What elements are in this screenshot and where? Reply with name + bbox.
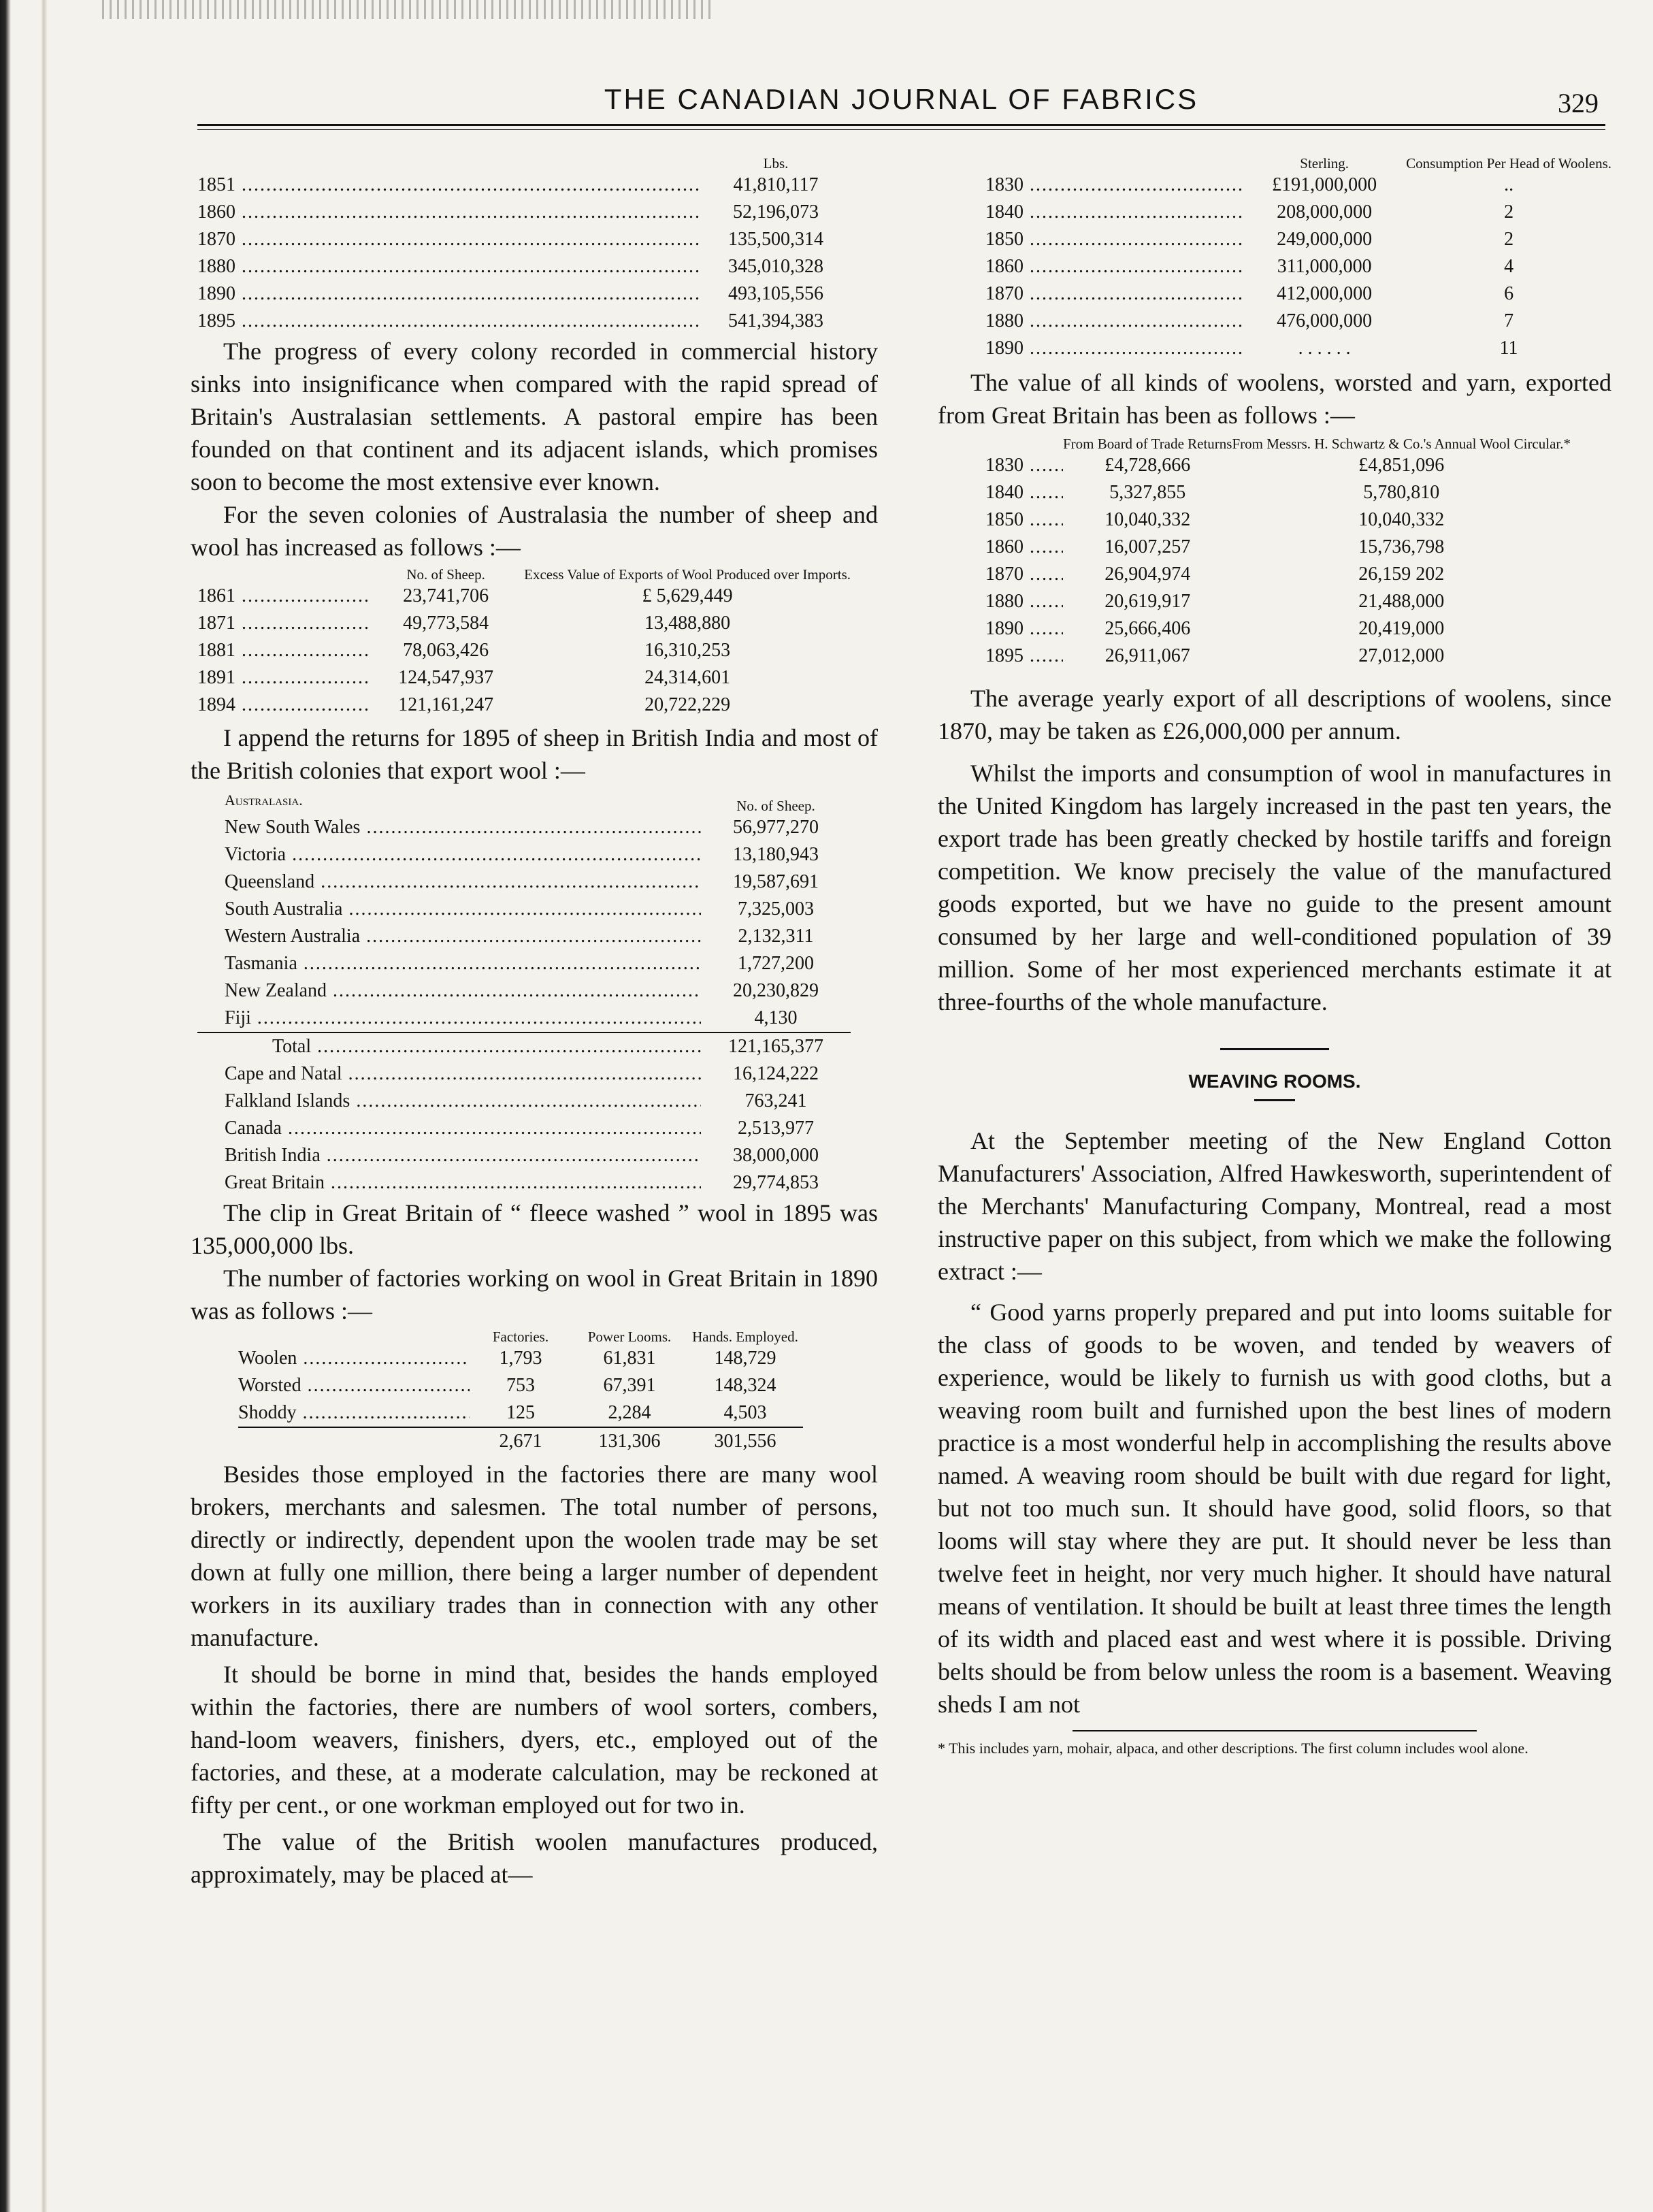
col-header-region: Australasia. [225,792,303,809]
table-row: Western Australia ..... 2,132,311 [197,923,851,950]
table-row: 1880 ..... 345,010,328 [197,253,851,280]
table-row: 1851 ..... 41,810,117 [197,172,851,199]
footnote: * This includes yarn, mohair, alpaca, and other descriptions. The first column includes wool alone. [938,1740,1528,1757]
table-row: 1850 ..... 249,000,000 2 [985,226,1611,253]
table-row: Queensland ..... 19,587,691 [197,868,851,896]
table-row: Victoria ..... 13,180,943 [197,841,851,868]
table-row: 1840 ..... 208,000,000 2 [985,199,1611,226]
table-row: 1870 ..... 135,500,314 [197,226,851,253]
binding-edge [0,0,48,2212]
table-row: Woolen ..... 1,793 61,831 148,729 [238,1345,803,1372]
left-column [191,155,878,1891]
table-row: Falkland Islands ..... 763,241 [197,1088,851,1115]
table-row: 1840 ..... 5,327,855 5,780,810 [985,479,1571,506]
table-row: Shoddy ..... 125 2,284 4,503 [238,1399,803,1427]
table-row: 1891 ..... 124,547,937 24,314,601 [197,664,851,692]
page-number: 329 [1558,88,1599,118]
para-borne-in-mind: It should be borne in mind that, besides the hands employed within the factories, there are numbers of wool sorters, combers, hand-loom weavers, finishers, dyers, etc., employed out of the factories, and these, at a moderate calculation, may be reckoned at fifty per cent., or one workman employed out for two in. [191,1661,878,1819]
footnote-rule [1073,1730,1477,1731]
table-row: Tasmania ..... 1,727,200 [197,950,851,977]
table-row: Worsted ..... 753 67,391 148,324 [238,1372,803,1399]
table-row: 1861 ..... 23,741,706 £ 5,629,449 [197,583,851,610]
para-whilst: Whilst the imports and consumption of wool in manufactures in the United Kingdom has largely increased in the past ten years, the export trade has been greatly checked by hostile tariffs and foreign competition. We know precisely the value of the manufactured goods exported, but we have no guide to the present amount consumed by her large and well-conditioned population of 39 million. Some of her most experienced merchants estimate it at three-fourths of the whole manufacture. [938,760,1611,1015]
table-row: New South Wales ..... 56,977,270 [197,814,851,841]
col-header-board-of-trade: From Board of Trade Returns [1062,436,1232,452]
table-row: 1850 ..... 10,040,332 10,040,332 [985,506,1571,534]
para-besides: Besides those employed in the factories there are many wool brokers, merchants and salesmen. The total number of persons, directly or indirectly, dependent upon the woolen trade may be set down at fully one million, there being a larger number of dependent workers in its auxiliary trades than in connection with any other manufacture. [191,1461,878,1651]
table-row: 1830 ..... £4,728,666 £4,851,096 [985,452,1571,479]
col-header-schwartz: From Messrs. H. Schwartz & Co.'s Annual Wool Circular.* [1232,436,1571,452]
col-header-hands: Hands. Employed. [692,1329,798,1345]
para-september-meeting: At the September meeting of the New England Cotton Manufacturers' Association, Alfred Hawkesworth, superintendent of the Merchants' Manufacturing Company, Montreal, read a most instructive paper on this subject, from which we make the following extract :— [938,1127,1611,1285]
table-row: 1870 ..... 26,904,974 26,159 202 [985,561,1571,588]
para-factories: The number of factories working on wool in Great Britain in 1890 was as follows :— [191,1265,878,1324]
col-header-excess: Excess Value of Exports of Wool Produced over Imports. [524,566,851,583]
table-colonies [197,787,851,1197]
col-header-factories: Factories. [492,1329,549,1345]
para-average: The average yearly export of all descriptions of woolens, since 1870, may be taken as £26,000,000 per annum. [938,685,1611,745]
col-header-consumption: Consumption Per Head of Woolens. [1406,155,1611,172]
table-row: Canada ..... 2,513,977 [197,1115,851,1142]
section-title: WEAVING ROOMS. [1188,1071,1361,1092]
table-factories [238,1329,803,1455]
table-sterling [985,155,1611,362]
table-row: 1895 ..... 541,394,383 [197,308,851,335]
table-row: Great Britain ..... 29,774,853 [197,1169,851,1197]
print-speckle [102,0,715,19]
table-row: 1881 ..... 78,063,426 16,310,253 [197,637,851,664]
para-append: I append the returns for 1895 of sheep in British India and most of the British colonies that export wool :— [191,724,878,784]
table-row: 1860 ..... 16,007,257 15,736,798 [985,534,1571,561]
table-row: 1871 ..... 49,773,584 13,488,880 [197,610,851,637]
table-row: South Australia ..... 7,325,003 [197,896,851,923]
para-value-produced: The value of the British woolen manufactures produced, approximately, may be placed at— [191,1828,878,1888]
col-header-lbs: Lbs. [763,155,789,172]
table-row: British India ..... 38,000,000 [197,1142,851,1169]
table-row: New Zealand ..... 20,230,829 [197,977,851,1005]
col-header-looms: Power Looms. [587,1329,672,1345]
table-exports [985,436,1571,670]
table-sheep-australasia [197,566,851,719]
col-header-sterling: Sterling. [1300,155,1349,172]
para-seven-colonies: For the seven colonies of Australasia the number of sheep and wool has increased as follows :— [191,501,878,561]
table-row-totals: 2,671 131,306 301,556 [238,1427,803,1455]
table-row: 1860 ..... 52,196,073 [197,199,851,226]
section-divider [1220,1048,1329,1050]
table-row: 1890 ..... . . . . . . 11 [985,335,1611,362]
right-column [938,155,1611,1759]
para-progress: The progress of every colony recorded in commercial history sinks into insignificance when compared with the rapid spread of Britain's Australasian settlements. A pastoral empire has been founded on that continent and its adjacent islands, which promises soon to become the most extensive ever known. [191,338,878,495]
table-row: 1860 ..... 311,000,000 4 [985,253,1611,280]
table-row: Fiji ..... 4,130 [197,1005,851,1032]
running-header: THE CANADIAN JOURNAL OF FABRICS [604,83,1199,115]
table-row: 1894 ..... 121,161,247 20,722,229 [197,692,851,719]
table-row: 1880 ..... 476,000,000 7 [985,308,1611,335]
col-header-no-sheep: No. of Sheep. [736,798,815,814]
table-row: 1895 ..... 26,911,067 27,012,000 [985,643,1571,670]
footnote-block [938,1730,1611,1759]
table-row-total: Total ..... 121,165,377 [197,1032,851,1060]
para-exported: The value of all kinds of woolens, worsted and yarn, exported from Great Britain has been as follows :— [938,369,1611,429]
table-row: 1830 ..... £191,000,000 .. [985,172,1611,199]
para-clip: The clip in Great Britain of “ fleece washed ” wool in 1895 was 135,000,000 lbs. [191,1199,878,1259]
section-title-rule [1254,1099,1295,1101]
table-row: 1880 ..... 20,619,917 21,488,000 [985,588,1571,615]
table-row: 1890 ..... 493,105,556 [197,280,851,308]
header-rule [197,124,1605,126]
table-row: Cape and Natal ..... 16,124,222 [197,1060,851,1088]
table-wool-lbs [197,155,851,335]
para-quote-weaving: “ Good yarns properly prepared and put into looms suitable for the class of goods to be woven, and tended by weavers of experience, would be likely to furnish us with good cloths, but a weaving room built and furnished upon the best lines of modern practice is a most wonderful help in accomplishing the results above named. A weaving room should be built with due regard for light, but not too much sun. It should have good, solid floors, so that looms will stay where they are put. It should never be less than twelve feet in height, nor very much higher. It should have natural means of ventilation. It should be built at least three times the length of its width and placed east and west where it is possible. Driving belts should be from below unless the room is a basement. Weaving sheds I am not [938,1299,1611,1718]
header-rule-thin [197,129,1605,130]
table-row: 1870 ..... 412,000,000 6 [985,280,1611,308]
table-row: 1890 ..... 25,666,406 20,419,000 [985,615,1571,643]
col-header-sheep: No. of Sheep. [406,566,485,583]
